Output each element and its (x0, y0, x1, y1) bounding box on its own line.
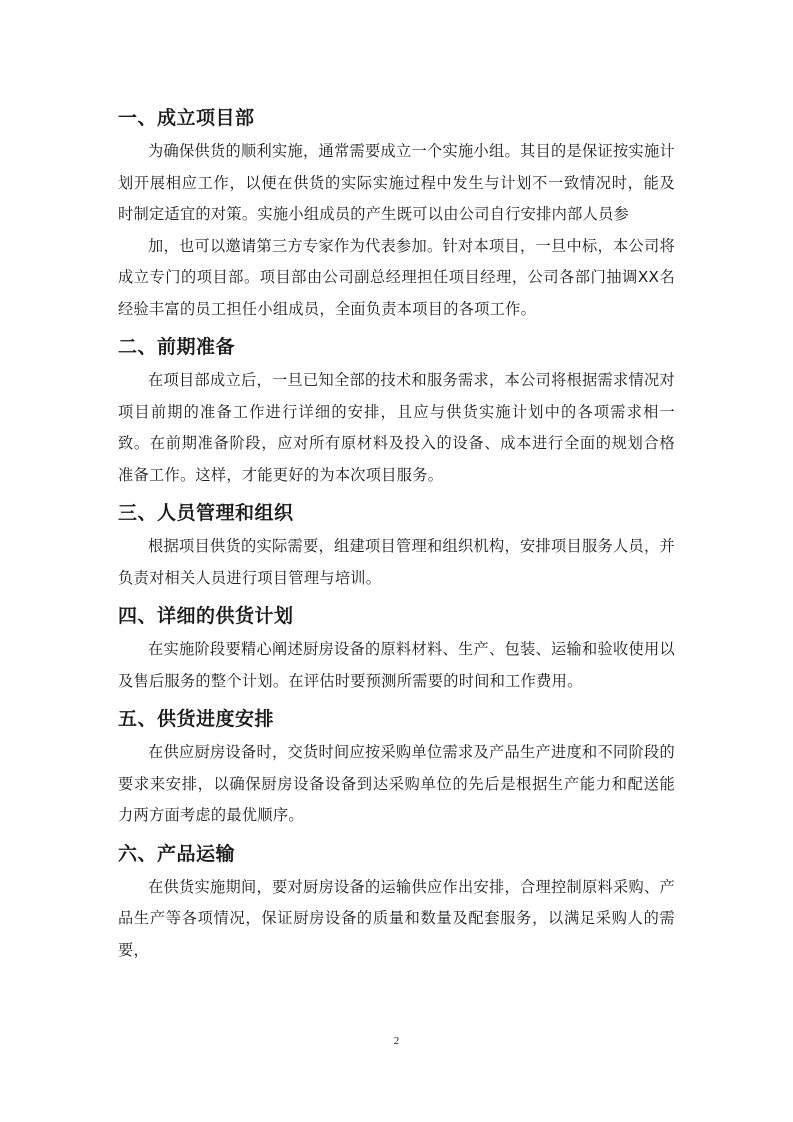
section-personnel-management (118, 495, 675, 594)
paragraph: 在供应厨房设备时，交货时间应按采购单位需求及产品生产进度和不同阶段的要求来安排，以确保厨房设备设备到达采购单位的先后是根据生产能力和配送能力两方面考虑的最优顺序。 (118, 743, 675, 824)
section-title: 六、产品运输 (118, 842, 236, 865)
section-title: 三、人员管理和组织 (118, 502, 294, 524)
section-product-transport (118, 836, 675, 967)
paragraph: 在供货实施期间，要对厨房设备的运输供应作出安排，合理控制原料采购、产品生产等各项情况，保证厨房设备的质量和数量及配套服务，以满足采购人的需要， (118, 877, 675, 959)
paragraph: 在项目部成立后，一旦已知全部的技术和服务需求，本公司将根据需求情况对项目前期的准备工作进行详细的安排，且应与供货实施计划中的各项需求相一致。在前期准备阶段，应对所有原材料及投入的设备、成本进行全面的规划合格准备工作。这样，才能更好的为本次项目服务。 (118, 371, 675, 484)
section-title: 四、详细的供货计划 (118, 605, 294, 627)
section-supply-schedule (118, 701, 675, 832)
paragraph: 根据项目供货的实际需要，组建项目管理和组织机构，安排项目服务人员，并负责对相关人员进行项目管理与培训。 (118, 537, 675, 587)
paragraph: 在实施阶段要精心阐述厨房设备的原料材料、生产、包装、运输和验收使用以及售后服务的整个计划。在评估时要预测所需要的时间和工作费用。 (118, 640, 675, 690)
section-establish-project-team (118, 100, 675, 325)
page-number: 2 (393, 1035, 400, 1047)
paragraph: 为确保供货的顺利实施，通常需要成立一个实施小组。其目的是保证按实施计划开展相应工作，以便在供货的实际实施过程中发生与计划不一致情况时，能及时制定适宜的对策。实施小组成员的产生既可以由公司自行安排内部人员参 (118, 142, 675, 223)
section-title: 一、成立项目部 (118, 107, 255, 129)
paragraph: 加，也可以邀请第三方专家作为代表参加。针对本项目，一旦中标，本公司将成立专门的项目部。项目部由公司副总经理担任项目经理，公司各部门抽调XX名经验丰富的员工担任小组成员，全面负责本项目的各项工作。 (118, 236, 675, 318)
section-preliminary-preparation (118, 329, 675, 491)
section-title: 二、前期准备 (118, 336, 236, 358)
section-title: 五、供货进度安排 (118, 708, 275, 730)
document-body (118, 100, 675, 966)
section-detailed-supply-plan (118, 598, 675, 697)
